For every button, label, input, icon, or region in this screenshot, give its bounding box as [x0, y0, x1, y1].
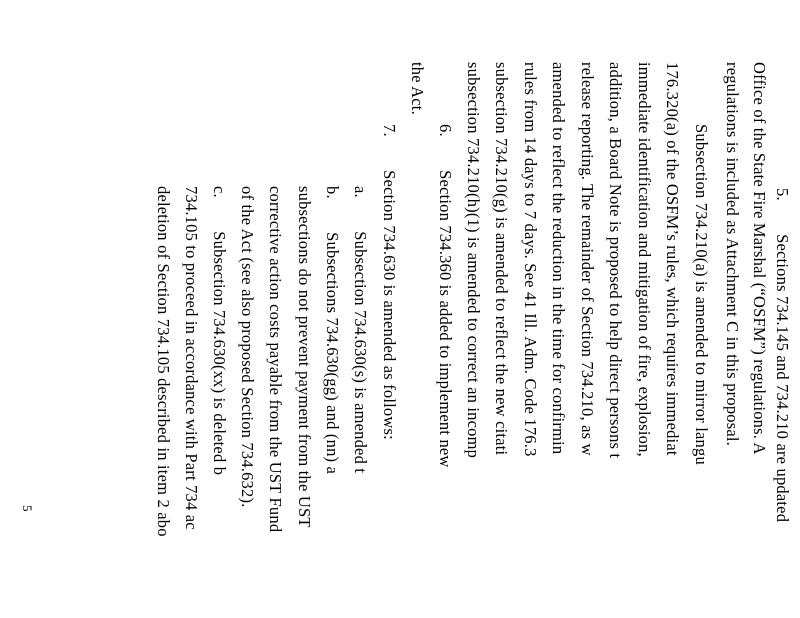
text-line: immediate identification and mitigation of fire, explosion,: [635, 62, 654, 457]
page-number: 5: [20, 505, 35, 512]
text-line: 6. Section 734.360 is added to implement new: [436, 124, 455, 468]
text-line: rules from 14 days to 7 days. See 41 Ill. Adm. Code 176.3: [521, 62, 540, 457]
text-line: b. Subsections 734.630(gg) and (nn) a: [323, 186, 342, 475]
text-line: subsection 734.210(h)(1) is amended to correct an incomp: [464, 62, 483, 459]
text-line: regulations is included as Attachment C in this proposal.: [723, 62, 742, 446]
text-line: addition, a Board Note is proposed to help direct persons t: [606, 62, 625, 459]
text-line: Office of the State Fire Marshal (“OSFM”) regulations. A: [750, 62, 769, 455]
text-line: the Act.: [408, 62, 427, 115]
text-line: of the Act (see also proposed Section 734.632).: [238, 186, 257, 508]
text-line: amended to reflect the reduction in the time for confirmin: [549, 62, 568, 455]
text-line: subsection 734.210(g) is amended to reflect the new citati: [492, 62, 511, 456]
text-line: 7. Section 734.630 is amended as follows:: [380, 124, 399, 440]
text-line: a. Subsection 734.630(s) is amended t: [351, 186, 370, 474]
text-line: corrective action costs payable from the UST Fund: [266, 186, 285, 533]
text-line: Subsection 734.210(a) is amended to mirror langu: [692, 124, 711, 465]
text-line: deletion of Section 734.105 described in item 2 abo: [154, 186, 173, 537]
text-line: subsections do not prevent payment from the UST: [295, 186, 314, 528]
text-line: 176.320(a) of the OSFM’s rules, which requires immediat: [663, 62, 682, 456]
text-line: release reporting. The remainder of Section 734.210, as w: [578, 62, 597, 456]
text-line: c. Subsection 734.630(xx) is deleted b: [210, 186, 229, 476]
text-line: 5. Sections 734.145 and 734.210 are updated: [773, 188, 792, 523]
text-line: 734.105 to proceed in accordance with Part 734 ac: [182, 186, 201, 530]
